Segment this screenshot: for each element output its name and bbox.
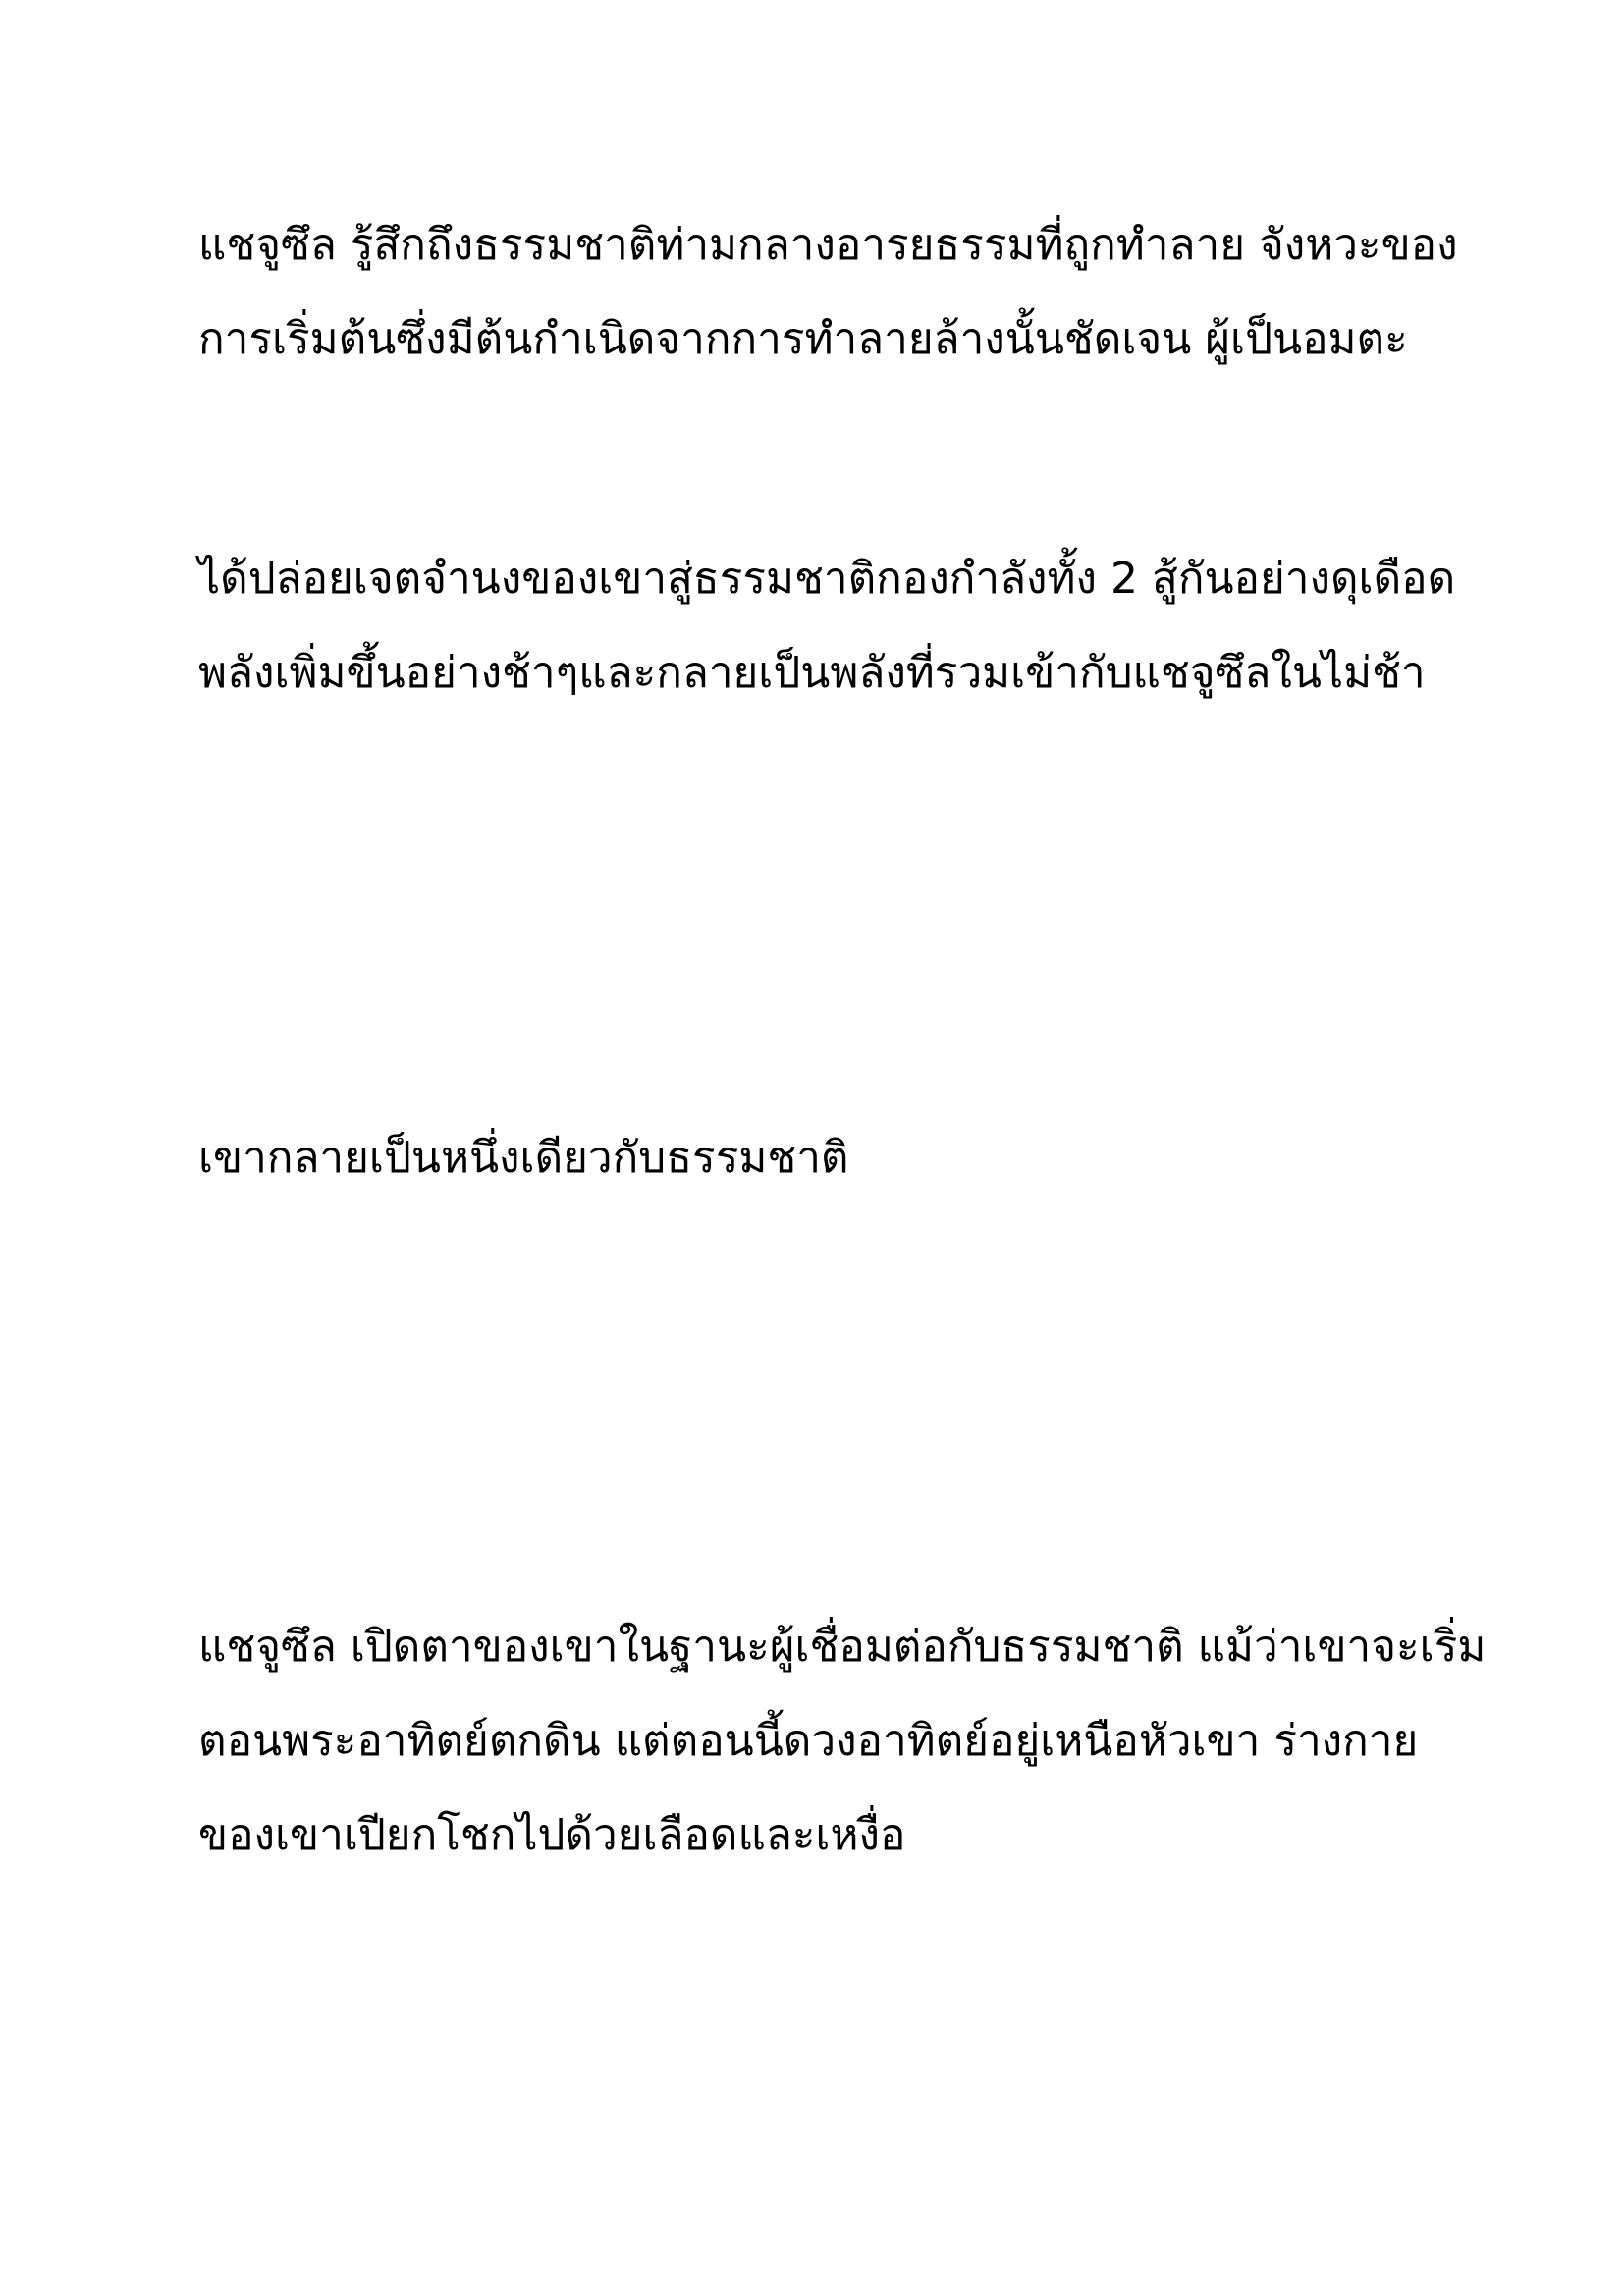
text-line: แชจูซึล รู้สึกถึงธรรมชาติท่ามกลางอารยธรรมที่ถูกทำลาย จังหวะของ bbox=[198, 220, 1458, 270]
text-line: การเริ่มต้นซึ่งมีต้นกำเนิดจากการทำลายล้างนั้นชัดเจน ผู้เป็นอมตะ bbox=[198, 314, 1408, 364]
text-line: พลังเพิ่มขึ้นอย่างช้าๆและกลายเป็นพลังที่รวมเข้ากับแชจูซึลในไม่ช้า bbox=[198, 648, 1426, 698]
text-line: เขากลายเป็นหนึ่งเดียวกับธรรมชาติ bbox=[198, 1133, 849, 1183]
text-line: แชจูซึล เปิดตาของเขาในฐานะผู้เชื่อมต่อกับธรรมชาติ แม้ว่าเขาจะเริ่ม bbox=[198, 1622, 1487, 1672]
text-line: ตอนพระอาทิตย์ตกดิน แต่ตอนนี้ดวงอาทิตย์อยู่เหนือหัวเขา ร่างกาย bbox=[198, 1716, 1419, 1766]
text-line: ของเขาเปียกโชกไปด้วยเลือดและเหงื่อ bbox=[198, 1810, 906, 1860]
text-line: ได้ปล่อยเจตจำนงของเขาสู่ธรรมชาติกองกำลังทั้ง 2 สู้กันอย่างดุเดือด bbox=[198, 554, 1456, 604]
